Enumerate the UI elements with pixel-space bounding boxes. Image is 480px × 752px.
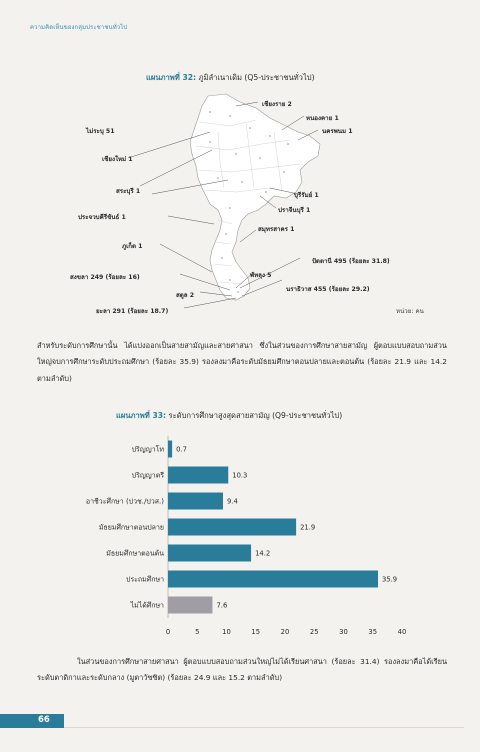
figure-33-title	[116, 410, 342, 422]
figure-33-label: แผนภาพที่ 33:	[116, 411, 167, 420]
x-tick-label: 5	[195, 628, 200, 635]
bar	[168, 597, 212, 614]
label-yala: ยะลา 291 (ร้อยละ 18.7)	[96, 308, 169, 315]
category-label: มัธยมศึกษาตอนต้น	[106, 549, 164, 558]
label-nakhonphanom: นครพนม 1	[322, 128, 353, 135]
value-label: 14.2	[255, 549, 271, 558]
x-tick-label: 15	[251, 628, 261, 635]
label-songkhla: สงขลา 249 (ร้อยละ 16)	[70, 274, 140, 281]
category-label: ไม่ได้ศึกษา	[130, 601, 164, 610]
label-pattani: ปัตตานี 495 (ร้อยละ 31.8)	[312, 258, 390, 265]
bar	[168, 545, 251, 562]
category-label: มัธยมศึกษาตอนปลาย	[98, 523, 164, 532]
figure-33-caption: ระดับการศึกษาสูงสุดสายสามัญ (Q9-ประชาชนทั่วไป)	[168, 411, 343, 420]
label-nongkhai: หนองคาย 1	[306, 115, 339, 122]
value-label: 21.9	[300, 523, 316, 532]
label-buriram: บุรีรัมย์ 1	[294, 192, 319, 199]
x-tick-label: 0	[165, 628, 171, 635]
label-chiangrai: เชียงราย 2	[262, 101, 292, 108]
paragraph-education-general: สำหรับระดับการศึกษานั้น ได้แบ่งออกเป็นสายสามัญและสายศาสนา ซึ่งในส่วนของการศึกษาสายสามัญ ผู้ตอบแบบสอบถามส่วนใหญ่จบการศึกษาระดับประถมศึกษา (ร้อยละ 35.9) รองลงมาคือระดับมัธยมศึกษาตอนปลายและตอนต้น (ร้อยละ 21.9 และ 14.2 ตามลำดับ)	[37, 341, 447, 383]
bar	[168, 467, 228, 484]
footer-rule	[64, 727, 464, 728]
value-label: 35.9	[382, 575, 398, 584]
label-phatthalung: พัทลุง 5	[250, 272, 272, 279]
bar	[168, 493, 223, 510]
category-label: อาชีวะศึกษา (ปวช./ปวส.)	[85, 497, 164, 506]
figure-32-title	[146, 72, 315, 84]
label-prachinburi: ปราจีนบุรี 1	[278, 207, 311, 214]
page-number-bar	[0, 714, 64, 728]
label-unspecified: ไม่ระบุ 51	[86, 128, 115, 135]
x-tick-label: 40	[397, 628, 407, 635]
x-tick-label: 20	[280, 628, 290, 635]
value-label: 10.3	[232, 471, 248, 480]
bar	[168, 441, 172, 458]
x-tick-label: 10	[222, 628, 231, 635]
paragraph-education-religious: ในส่วนของการศึกษาสายศาสนา ผู้ตอบแบบสอบถามส่วนใหญ่ไม่ได้เรียนศาสนา (ร้อยละ 31.4) รองลงมาคือได้เรียนระดับตาดิกาและระดับกลาง (มูตาวัซซิต) (ร้อยละ 24.9 และ 15.2 ตามลำดับ)	[37, 657, 447, 683]
bar	[168, 571, 378, 588]
label-chiangmai: เชียงใหม่ 1	[102, 156, 133, 163]
label-phuket: ภูเก็ต 1	[122, 243, 143, 250]
value-label: 7.6	[216, 601, 228, 610]
label-satun: สตูล 2	[176, 292, 195, 299]
figure-32-caption: ภูมิลำเนาเดิม (Q5-ประชาชนทั่วไป)	[198, 73, 315, 82]
value-label: 0.7	[176, 445, 187, 454]
page-number: 66	[38, 715, 50, 725]
category-label: ประถมศึกษา	[125, 575, 164, 584]
unit-note: หน่วย: คน	[396, 308, 424, 315]
label-prachuap: ประจวบคีรีขันธ์ 1	[78, 214, 126, 221]
category-label: ปริญญาโท	[131, 445, 164, 454]
bar	[168, 519, 296, 536]
category-label: ปริญญาตรี	[131, 471, 164, 480]
x-tick-label: 35	[368, 628, 378, 635]
figure-32-label: แผนภาพที่ 32:	[146, 73, 197, 82]
label-saraburi: สระบุรี 1	[116, 188, 141, 195]
label-samutsakhon: สมุทรสาคร 1	[258, 226, 295, 233]
label-narathiwat: นราธิวาส 455 (ร้อยละ 29.2)	[286, 286, 370, 293]
running-header: ความคิดเห็นของกลุ่มประชาชนทั่วไป	[30, 24, 128, 31]
value-label: 9.4	[226, 497, 238, 506]
x-tick-label: 30	[339, 628, 348, 635]
education-bar-chart	[60, 430, 420, 635]
x-tick-label: 25	[309, 628, 319, 635]
